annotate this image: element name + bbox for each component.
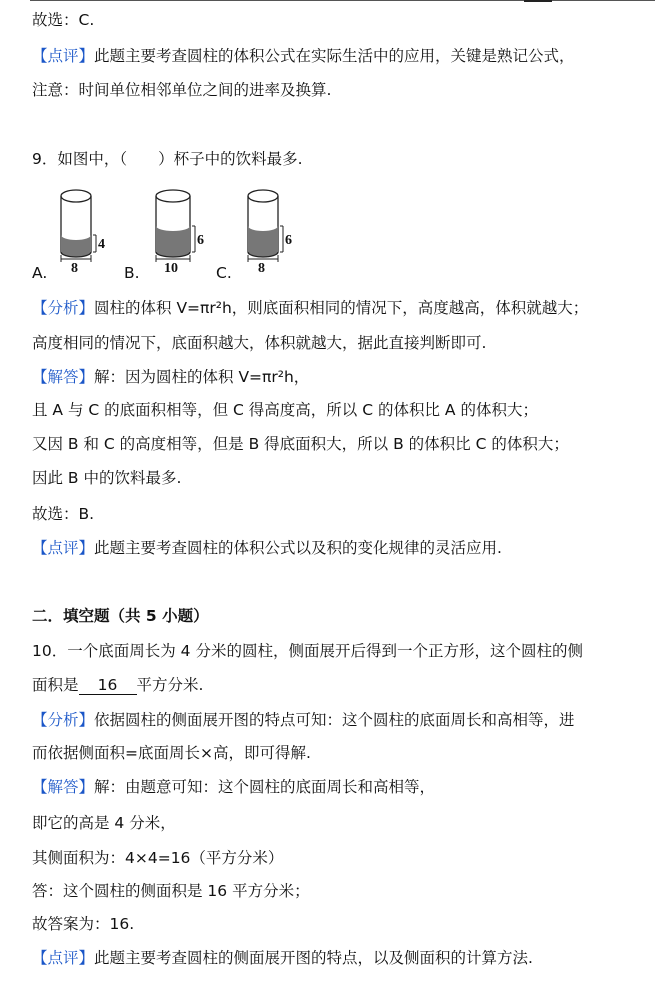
analysis-text: 圆柱的体积 V=πr²h，则底面积相同的情况下，高度越高，体积就越大； <box>94 299 589 317</box>
cup-b-height: 6 <box>197 233 204 248</box>
analysis-tag: 【分析】 <box>32 711 95 729</box>
comment-tag: 【点评】 <box>32 47 95 65</box>
q10-question-line-1: 10．一个底面周长为 4 分米的圆柱，侧面展开后得到一个正方形，这个圆柱的侧 <box>32 642 583 660</box>
q10-question-line-2 <box>32 675 203 695</box>
q10-question-prefix: 面积是 <box>32 676 79 694</box>
comment-text: 此题主要考查圆柱的体积公式以及积的变化规律的灵活应用. <box>94 539 502 557</box>
comment-tag: 【点评】 <box>32 539 95 557</box>
comment-tag: 【点评】 <box>32 949 95 967</box>
section-title: 二．填空题（共 5 小题） <box>32 607 209 625</box>
cup-b-diameter: 10 <box>164 261 178 272</box>
q10-solution-line-1 <box>32 777 435 797</box>
q9-solution-line-4: 因此 B 中的饮料最多. <box>32 469 182 487</box>
q10-question-suffix: 平方分米. <box>136 676 204 694</box>
q10-analysis-line-1 <box>32 710 575 730</box>
q9-solution-line-2: 且 A 与 C 的底面积相等，但 C 得高度高，所以 C 的体积比 A 的体积大； <box>32 401 538 419</box>
q9-solution-line-1 <box>32 367 309 387</box>
analysis-tag: 【分析】 <box>32 299 95 317</box>
comment-text: 此题主要考查圆柱的体积公式在实际生活中的应用，关键是熟记公式， <box>94 47 575 65</box>
analysis-text: 依据圆柱的侧面展开图的特点可知：这个圆柱的底面周长和高相等，进 <box>94 711 575 729</box>
q8-comment-line-2: 注意：时间单位相邻单位之间的进率及换算. <box>32 81 332 99</box>
q9-analysis-line-1 <box>32 298 588 318</box>
q9-solution-line-3: 又因 B 和 C 的高度相等，但是 B 得底面积大，所以 B 的体积比 C 的体积大； <box>32 435 569 453</box>
cup-a-figure <box>56 186 112 272</box>
cup-b-figure <box>150 186 212 272</box>
q9-question: 9．如图中，（ ）杯子中的饮料最多. <box>32 150 303 168</box>
q10-solution-line-3: 其侧面积为：4×4=16（平方分米） <box>32 849 284 867</box>
q9-analysis-line-2: 高度相同的情况下，底面积越大，体积就越大，据此直接判断即可. <box>32 334 487 352</box>
solution-text: 解：由题意可知：这个圆柱的底面周长和高相等， <box>94 778 436 796</box>
cup-a-diameter: 8 <box>71 261 78 272</box>
cup-c-diameter: 8 <box>258 261 265 272</box>
option-a-label: A. <box>32 264 48 282</box>
solution-tag: 【解答】 <box>32 368 95 386</box>
q8-comment-line-1 <box>32 46 575 66</box>
page-top-rule <box>30 0 655 1</box>
cup-c-figure <box>243 186 301 272</box>
comment-text: 此题主要考查圆柱的侧面展开图的特点，以及侧面积的计算方法. <box>94 949 533 967</box>
option-b-label: B. <box>124 264 140 282</box>
q9-comment <box>32 538 502 558</box>
q10-comment <box>32 948 533 968</box>
cup-a-height: 4 <box>98 237 105 252</box>
q10-answer-blank: 16 <box>79 676 137 695</box>
q9-answer: 故选：B. <box>32 505 95 523</box>
page-top-mark <box>524 0 552 2</box>
q10-analysis-line-2: 而依据侧面积=底面周长×高，即可得解. <box>32 744 311 762</box>
cup-c-height: 6 <box>285 233 292 248</box>
solution-tag: 【解答】 <box>32 778 95 796</box>
option-c-label: C. <box>216 264 232 282</box>
q8-answer: 故选：C. <box>32 11 95 29</box>
q10-solution-line-4: 答：这个圆柱的侧面积是 16 平方分米； <box>32 882 310 900</box>
q10-answer: 故答案为：16. <box>32 915 135 933</box>
solution-text: 解：因为圆柱的体积 V=πr²h， <box>94 368 310 386</box>
q10-solution-line-2: 即它的高是 4 分米， <box>32 814 176 832</box>
